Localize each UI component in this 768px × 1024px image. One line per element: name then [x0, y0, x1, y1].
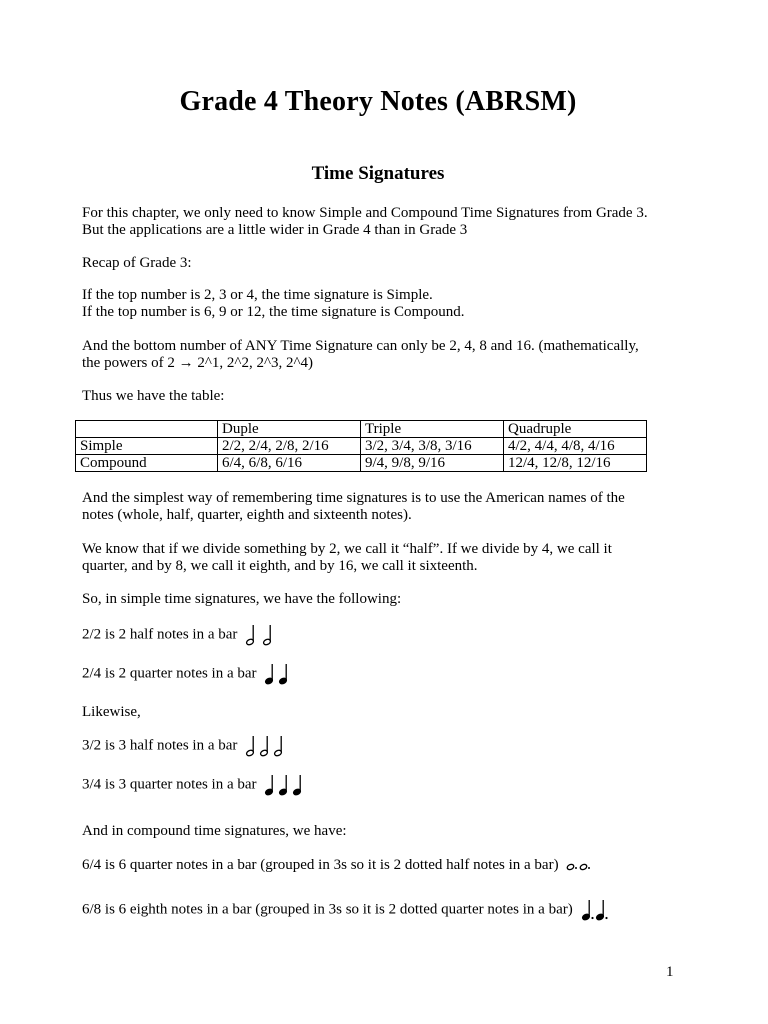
example-text: 3/2 is 3 half notes in a bar [82, 737, 238, 754]
table-header-cell: Duple [218, 421, 361, 438]
page-number: 1 [666, 964, 674, 980]
table-row [76, 455, 647, 472]
half-notes-icon [245, 622, 279, 648]
divide-line-2: quarter, and by 8, we call it eighth, and by 16, we call it sixteenth. [82, 558, 478, 574]
example-2-4 [82, 661, 674, 687]
time-signature-table [75, 420, 647, 472]
page-title: Grade 4 Theory Notes (ABRSM) [179, 86, 577, 117]
american-line-1: And the simplest way of remembering time signatures is to use the American names of the [82, 490, 625, 506]
bottom-line-2: the powers of 2 → 2^1, 2^2, 2^3, 2^4) [82, 355, 314, 371]
compound-intro: And in compound time signatures, we have: [82, 823, 347, 839]
table-cell: 2/2, 2/4, 2/8, 2/16 [218, 438, 361, 455]
intro-line-2: But the applications are a little wider in Grade 4 than in Grade 3 [82, 222, 468, 238]
table-cell: Simple [76, 438, 218, 455]
example-text: 6/4 is 6 quarter notes in a bar (grouped in 3s so it is 2 dotted half notes in a bar) [82, 857, 559, 873]
example-text: 2/4 is 2 quarter notes in a bar [82, 665, 257, 682]
example-3-4 [82, 772, 674, 798]
table-row [76, 438, 647, 455]
quarter-notes-icon [264, 661, 298, 687]
recap-heading: Recap of Grade 3: [82, 255, 192, 271]
bottom-number-paragraph [82, 338, 674, 372]
table-header-cell: Triple [361, 421, 504, 438]
table-cell: 6/4, 6/8, 6/16 [218, 455, 361, 472]
example-6-4 [82, 857, 674, 874]
quarter-notes-icon [264, 772, 314, 798]
american-line-2: notes (whole, half, quarter, eighth and sixteenth notes). [82, 507, 412, 523]
dotted-quarter-notes-icon [581, 897, 615, 923]
example-text: 3/4 is 3 quarter notes in a bar [82, 776, 257, 793]
intro-paragraph [82, 205, 674, 239]
example-text: 2/2 is 2 half notes in a bar [82, 626, 238, 643]
table-cell: 12/4, 12/8, 12/16 [504, 455, 647, 472]
table-intro: Thus we have the table: [82, 388, 225, 404]
table-header-cell: Quadruple [504, 421, 647, 438]
likewise-text: Likewise, [82, 704, 141, 720]
divide-line-1: We know that if we divide something by 2, we call it “half”. If we divide by 4, we call it [82, 541, 612, 557]
american-names-paragraph [82, 490, 674, 524]
bottom-line-1: And the bottom number of ANY Time Signature can only be 2, 4, 8 and 16. (mathematically, [82, 338, 639, 354]
example-3-2 [82, 733, 674, 759]
half-notes-icon [245, 733, 295, 759]
section-title: Time Signatures [311, 163, 445, 184]
table-cell: 9/4, 9/8, 9/16 [361, 455, 504, 472]
example-2-2 [82, 622, 674, 648]
example-text: 6/8 is 6 eighth notes in a bar (grouped in 3s so it is 2 dotted quarter notes in a bar) [82, 901, 573, 918]
table-cell: Compound [76, 455, 218, 472]
rule-compound: If the top number is 6, 9 or 12, the time signature is Compound. [82, 304, 465, 320]
example-6-8 [82, 897, 674, 923]
table-header-cell [76, 421, 218, 438]
table-cell: 3/2, 3/4, 3/8, 3/16 [361, 438, 504, 455]
rule-simple: If the top number is 2, 3 or 4, the time signature is Simple. [82, 287, 433, 303]
table-cell: 4/2, 4/4, 4/8, 4/16 [504, 438, 647, 455]
rules-paragraph [82, 287, 674, 321]
intro-line-1: For this chapter, we only need to know Simple and Compound Time Signatures from Grade 3. [82, 205, 648, 221]
table-header-row [76, 421, 647, 438]
divide-paragraph [82, 541, 674, 575]
dotted-half-notes-icon [566, 859, 596, 873]
simple-intro: So, in simple time signatures, we have the following: [82, 591, 402, 607]
